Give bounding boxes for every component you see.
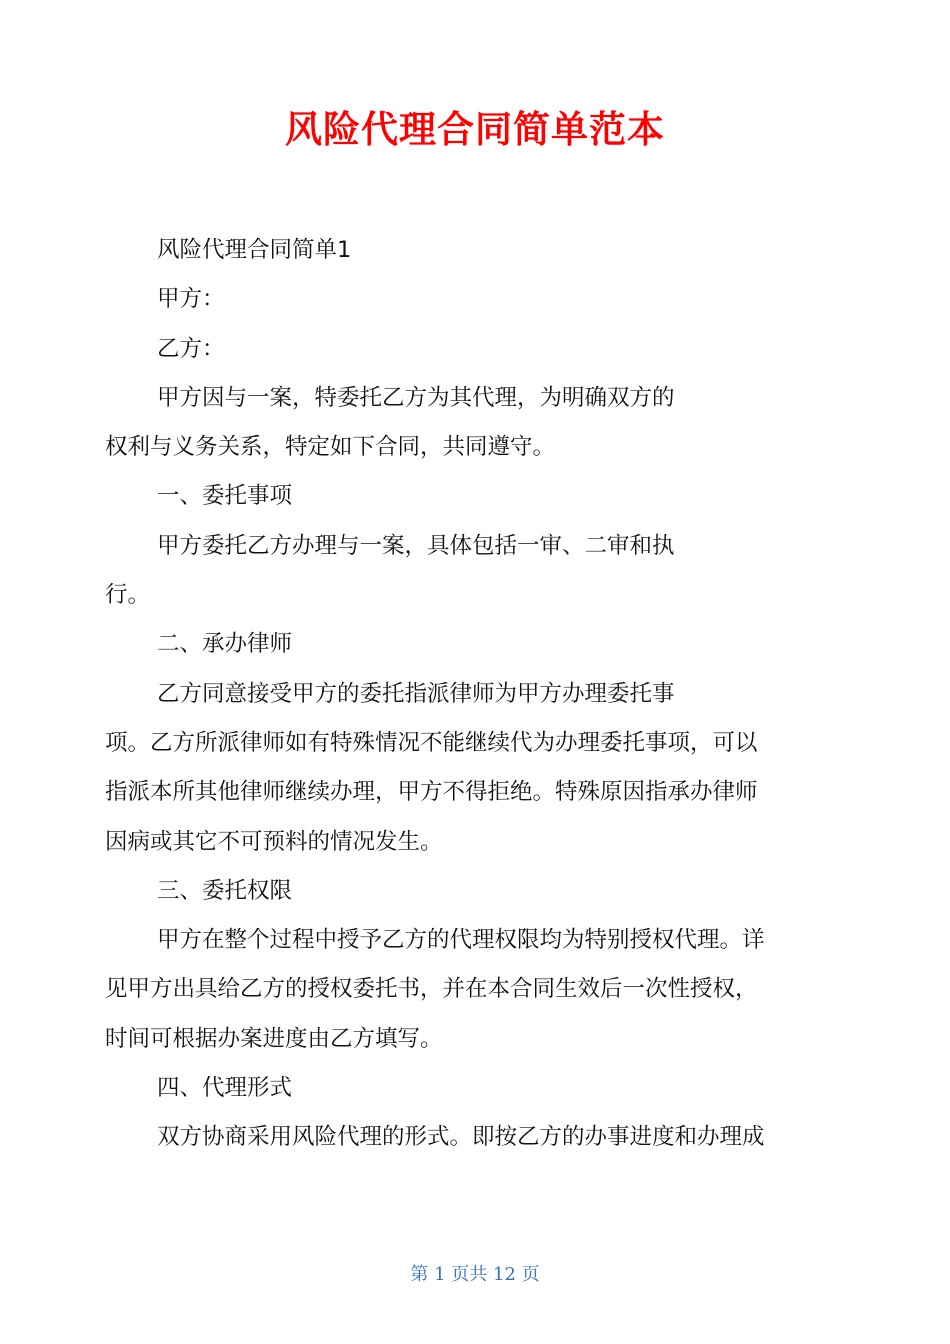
paragraph-line: 乙方： [157, 335, 225, 362]
paragraph-line: 见甲方出具给乙方的授权委托书，并在本合同生效后一次性授权， [105, 976, 758, 1003]
paragraph-line: 三、委托权限 [157, 877, 293, 904]
document-title: 风险代理合同简单范本 [285, 108, 665, 151]
paragraph-line: 四、代理形式 [157, 1075, 293, 1102]
paragraph-line: 项。乙方所派律师如有特殊情况不能继续代为办理委托事项，可以 [105, 729, 758, 756]
paragraph-line: 甲方因与一案，特委托乙方为其代理，为明确双方的 [157, 384, 675, 411]
paragraph-line: 二、承办律师 [157, 631, 293, 658]
paragraph-line: 一、委托事项 [157, 483, 293, 510]
paragraph-line: 指派本所其他律师继续办理，甲方不得拒绝。特殊原因指承办律师 [105, 779, 758, 806]
paragraph-line: 时间可根据办案进度由乙方填写。 [105, 1025, 443, 1052]
paragraph-line: 乙方同意接受甲方的委托指派律师为甲方办理委托事 [157, 680, 675, 707]
paragraph-line: 甲方在整个过程中授予乙方的代理权限均为特别授权代理。详 [157, 927, 765, 954]
paragraph-line: 因病或其它不可预料的情况发生。 [105, 828, 443, 855]
document-body [105, 226, 835, 1163]
paragraph-line: 双方协商采用风险代理的形式。即按乙方的办事进度和办理成 [157, 1124, 765, 1151]
paragraph-line: 甲方： [157, 286, 225, 313]
paragraph-line: 行。 [105, 582, 151, 609]
paragraph-line: 风险代理合同简单1 [157, 237, 352, 263]
paragraph-line: 权利与义务关系，特定如下合同，共同遵守。 [105, 434, 556, 461]
paragraph-line: 甲方委托乙方办理与一案，具体包括一审、二审和执 [157, 532, 675, 559]
page-number-footer: 第 1 页共 12 页 [410, 1264, 540, 1285]
